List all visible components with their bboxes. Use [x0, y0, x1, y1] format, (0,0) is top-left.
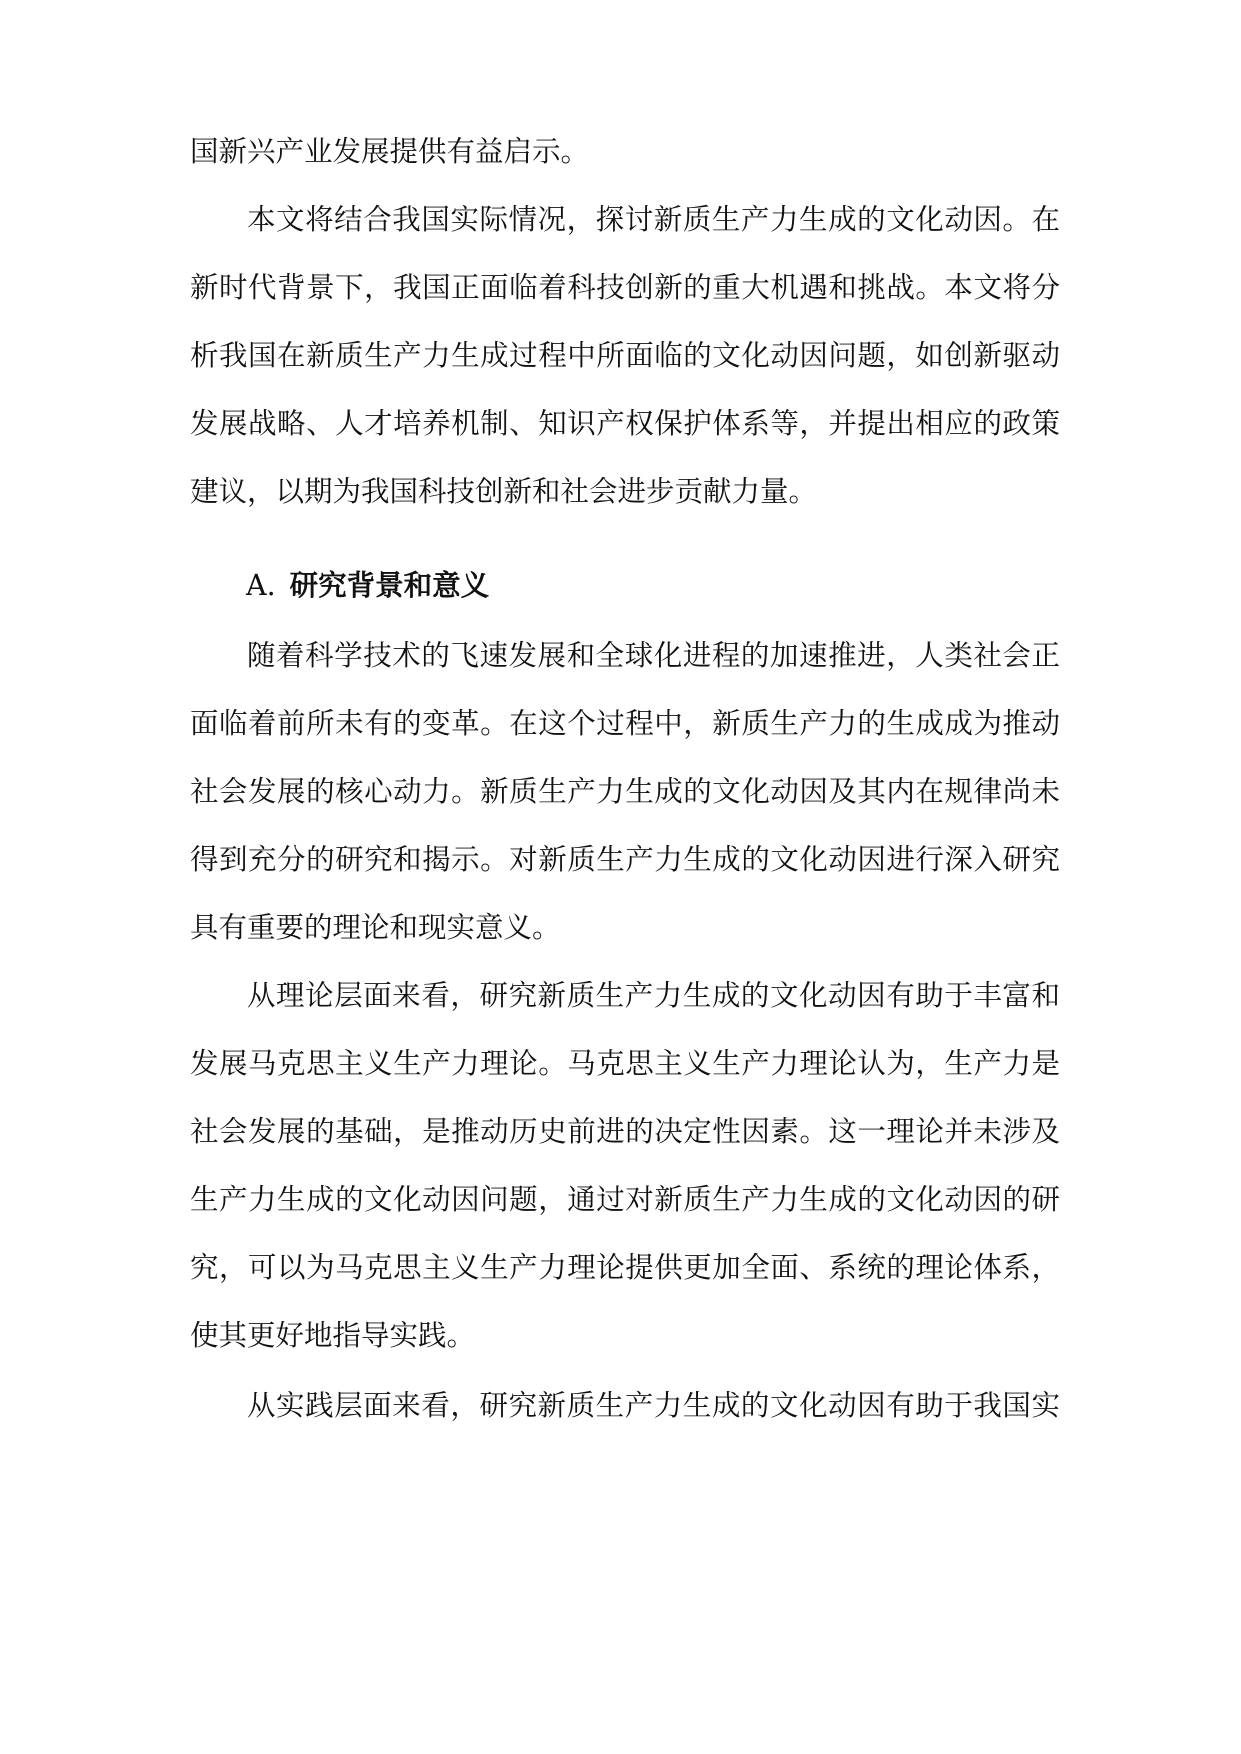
- paragraph-line: 发展马克思主义生产力理论。马克思主义生产力理论认为，生产力是: [190, 1047, 1060, 1080]
- paragraph-line: 析我国在新质生产力生成过程中所面临的文化动因问题，如创新驱动: [190, 339, 1060, 372]
- paragraph-line: 社会发展的核心动力。新质生产力生成的文化动因及其内在规律尚未: [190, 775, 1060, 808]
- paragraph-line: 新时代背景下，我国正面临着科技创新的重大机遇和挑战。本文将分: [190, 271, 1060, 304]
- paragraph-line: 使其更好地指导实践。: [190, 1319, 476, 1352]
- paragraph-line: 发展战略、人才培养机制、知识产权保护体系等，并提出相应的政策: [190, 407, 1060, 440]
- paragraph-line: 本文将结合我国实际情况，探讨新质生产力生成的文化动因。在: [247, 203, 1060, 236]
- paragraph-line: 具有重要的理论和现实意义。: [190, 911, 561, 944]
- paragraph-line: 从理论层面来看，研究新质生产力生成的文化动因有助于丰富和: [247, 979, 1060, 1012]
- paragraph-line: 生产力生成的文化动因问题，通过对新质生产力生成的文化动因的研: [190, 1183, 1060, 1216]
- paragraph-line: 究，可以为马克思主义生产力理论提供更加全面、系统的理论体系，: [190, 1251, 1060, 1284]
- section-title: 研究背景和意义: [289, 569, 490, 602]
- paragraph-line: 建议，以期为我国科技创新和社会进步贡献力量。: [190, 475, 818, 508]
- paragraph-line: 面临着前所未有的变革。在这个过程中，新质生产力的生成成为推动: [190, 707, 1060, 740]
- paragraph-line: 从实践层面来看，研究新质生产力生成的文化动因有助于我国实: [247, 1389, 1060, 1422]
- paragraph-line: 社会发展的基础，是推动历史前进的决定性因素。这一理论并未涉及: [190, 1115, 1060, 1148]
- paragraph-line: 国新兴产业发展提供有益启示。: [190, 135, 590, 168]
- paragraph-line: 得到充分的研究和揭示。对新质生产力生成的文化动因进行深入研究: [190, 843, 1060, 876]
- section-marker: A.: [246, 569, 276, 602]
- section-heading: [246, 562, 489, 610]
- paragraph-line: 随着科学技术的飞速发展和全球化进程的加速推进，人类社会正: [247, 639, 1060, 672]
